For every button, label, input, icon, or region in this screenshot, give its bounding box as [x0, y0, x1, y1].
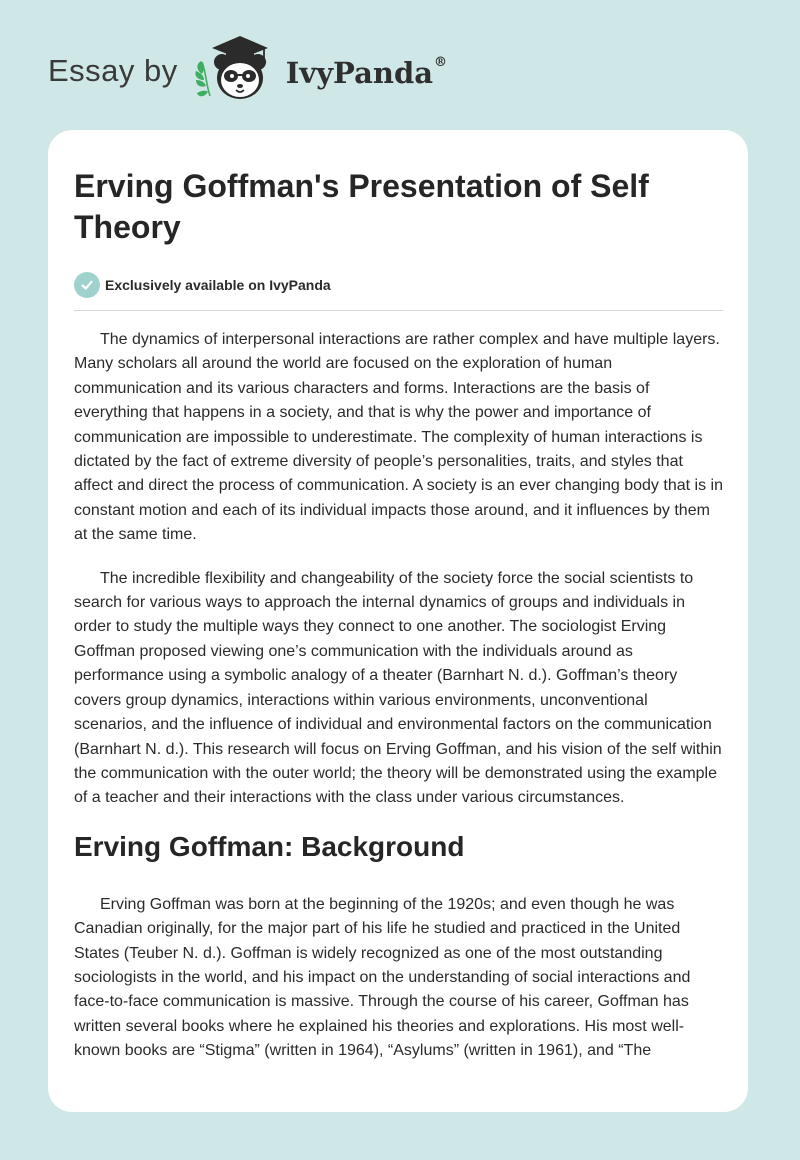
page-title: Erving Goffman's Presentation of Self Theory — [74, 168, 649, 245]
divider — [74, 310, 723, 311]
essay-by-label: Essay by — [48, 53, 178, 88]
section-heading: Erving Goffman: Background — [74, 830, 465, 862]
brand-logo-link[interactable] — [48, 34, 447, 112]
checkmark-icon — [74, 272, 100, 298]
brand-name: IvyPanda® — [285, 55, 448, 90]
paragraph-1: The dynamics of interpersonal interactions are rather complex and have multiple layers. Many scholars all around the world are focused on the exploration of human communication and its various characters and forms. Interactions are the basis of everything that happens in a society, and that is why the power and importance of communication are impossible to underestimate. The complexity of human interactions is dictated by the fact of extreme diversity of people’s personalities, traits, and styles that affect and direct the process of communication. A society is an ever changing body that is in constant motion and each of its individual impacts those around, and it influences by them at the same time. — [74, 331, 723, 544]
panda-graduate-logo-icon — [192, 28, 284, 106]
exclusive-label: Exclusively available on IvyPanda — [105, 277, 331, 293]
paragraph-3: Erving Goffman was born at the beginning of the 1920s; and even though he was Canadian originally, for the major part of his life he studied and practiced in the United States (Teuber N. d.). Goffman is widely recognized as one of the most outstanding sociologists in the world, and his impact on the understanding of social interactions and face-to-face communication is massive. Through the course of his career, Goffman has written several books where he explained his theories and explorations. His most well-known books are “Stigma” (written in 1964), “Asylums” (written in 1961), and “The — [74, 895, 691, 1060]
site-header — [0, 0, 800, 120]
paragraph-2: The incredible flexibility and changeability of the society force the social scientists to search for various ways to approach the internal dynamics of groups and individuals in order to study the multiple ways they connect to one another. The sociologist Erving Goffman proposed viewing one’s communication with the individuals around as performance using a symbolic analogy of a theater (Barnhart N. d.). Goffman’s theory covers group dynamics, interactions within various environments, unconventional scenarios, and the influence of individual and environmental factors on the communication (Barnhart N. d.). This research will focus on Erving Goffman, and his vision of the self within the communication with the outer world; the theory will be demonstrated using the example of a teacher and their interactions with the class under various circumstances. — [74, 569, 722, 807]
exclusive-badge — [74, 272, 722, 298]
registered-mark: ® — [434, 55, 448, 71]
essay-card — [48, 130, 748, 1112]
